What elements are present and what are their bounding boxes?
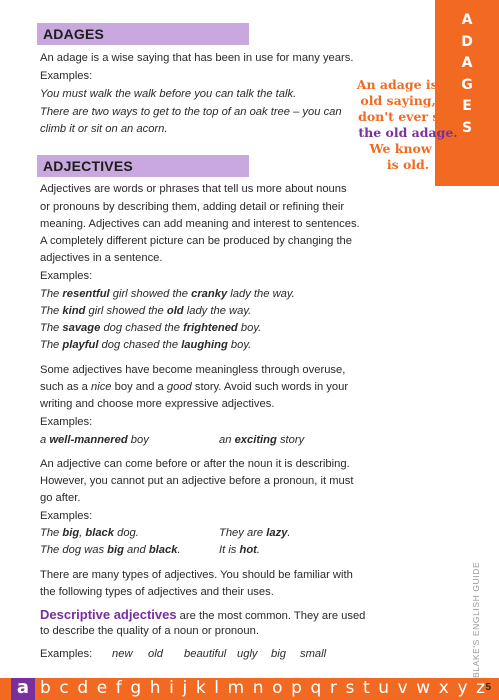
adages-heading: ADAGES	[43, 26, 105, 42]
descriptive-adjectives-term: Descriptive adjectives	[40, 607, 177, 622]
examples-label: Examples:	[40, 510, 93, 522]
example-word: beautiful	[184, 648, 227, 660]
example-phrase: a well-mannered boy	[40, 434, 149, 446]
book-title-spine	[471, 548, 483, 678]
examples-label: Examples:	[40, 416, 93, 428]
tab-letter: E	[462, 98, 472, 114]
page-number: 5	[485, 682, 491, 693]
descriptive-adjectives-line: Descriptive adjectives are the most common. They are used	[40, 607, 366, 622]
paragraph-line: Some adjectives have become meaningless through overuse,	[40, 364, 346, 376]
examples-label: Examples:	[40, 648, 93, 660]
tab-letter: A	[461, 55, 473, 71]
paragraph-line: adjectives in a sentence.	[40, 252, 163, 264]
example-word: ugly	[237, 648, 258, 660]
callout-line: the old adage.	[358, 125, 458, 140]
adages-intro: An adage is a wise saying that has been in use for many years.	[40, 52, 354, 64]
tab-letter: D	[461, 33, 473, 50]
adage-example: There are two ways to get to the top of an oak tree – you can	[40, 106, 342, 118]
paragraph-line: However, you cannot put an adjective before a pronoun, it must	[40, 475, 354, 487]
example-sentence: The resentful girl showed the cranky lady the way.	[40, 288, 295, 300]
paragraph-line: go after.	[40, 492, 81, 504]
example-sentence: The kind girl showed the old lady the way.	[40, 305, 252, 317]
callout-line: An adage is an	[356, 77, 460, 92]
examples-label: Examples:	[40, 270, 93, 282]
adjectives-heading-bar	[37, 155, 249, 177]
adage-example: You must walk the walk before you can talk the talk.	[40, 88, 297, 100]
callout-line: don't ever say,	[358, 109, 458, 124]
paragraph-line: the following types of adjectives and their uses.	[40, 586, 274, 598]
examples-label: Examples:	[40, 70, 93, 82]
example-word: small	[300, 648, 327, 660]
example-sentence: It is hot.	[219, 544, 261, 556]
example-word: new	[112, 648, 133, 660]
callout-line: is old.	[386, 157, 430, 172]
alphabet-letters: b c d e f g h i j k l m n o p q r s t u v w x y z	[40, 678, 487, 698]
example-sentence: The big, black dog.	[40, 527, 139, 539]
example-sentence: The playful dog chased the laughing boy.	[40, 339, 252, 351]
paragraph-line: meaning. Adjectives can add meaning and interest to sentences.	[40, 218, 360, 230]
current-letter: a	[11, 678, 35, 700]
paragraph-line: Adjectives are words or phrases that tell us more about nouns	[40, 183, 347, 195]
paragraph-line: An adjective can come before or after the noun it is describing.	[40, 458, 350, 470]
paragraph-line: such as a nice boy and a good story. Avoid such words in your	[40, 381, 349, 393]
adages-heading-bar	[37, 23, 249, 45]
tab-letter: S	[461, 119, 473, 136]
example-sentence: The dog was big and black.	[40, 544, 181, 556]
paragraph-line: A completely different picture can be produced by changing the	[40, 235, 353, 247]
book-title: BLAKE'S ENGLISH GUIDE	[471, 561, 481, 678]
example-sentence: They are lazy.	[219, 527, 291, 539]
tab-letter: A	[461, 12, 473, 28]
callout-line: We know it	[369, 141, 447, 156]
example-sentence: The savage dog chased the frightened boy.	[40, 322, 262, 334]
adage-callout	[352, 77, 464, 173]
alphabet-nav-bar	[0, 678, 499, 700]
callout-line: old saying, so	[360, 93, 456, 108]
adage-example: climb it or sit on an acorn.	[40, 123, 168, 135]
paragraph-line: There are many types of adjectives. You should be familiar with	[40, 569, 353, 581]
adjectives-heading: ADJECTIVES	[43, 158, 133, 174]
paragraph-line: writing and choose more expressive adjectives.	[40, 398, 275, 410]
tab-letter: G	[461, 76, 473, 93]
example-phrase: an exciting story	[219, 434, 305, 446]
paragraph-line: or pronouns by describing them, adding detail or refining their	[40, 201, 345, 213]
example-word: old	[148, 648, 163, 660]
paragraph-line: to describe the quality of a noun or pronoun.	[40, 625, 259, 637]
example-word: big	[271, 648, 286, 660]
